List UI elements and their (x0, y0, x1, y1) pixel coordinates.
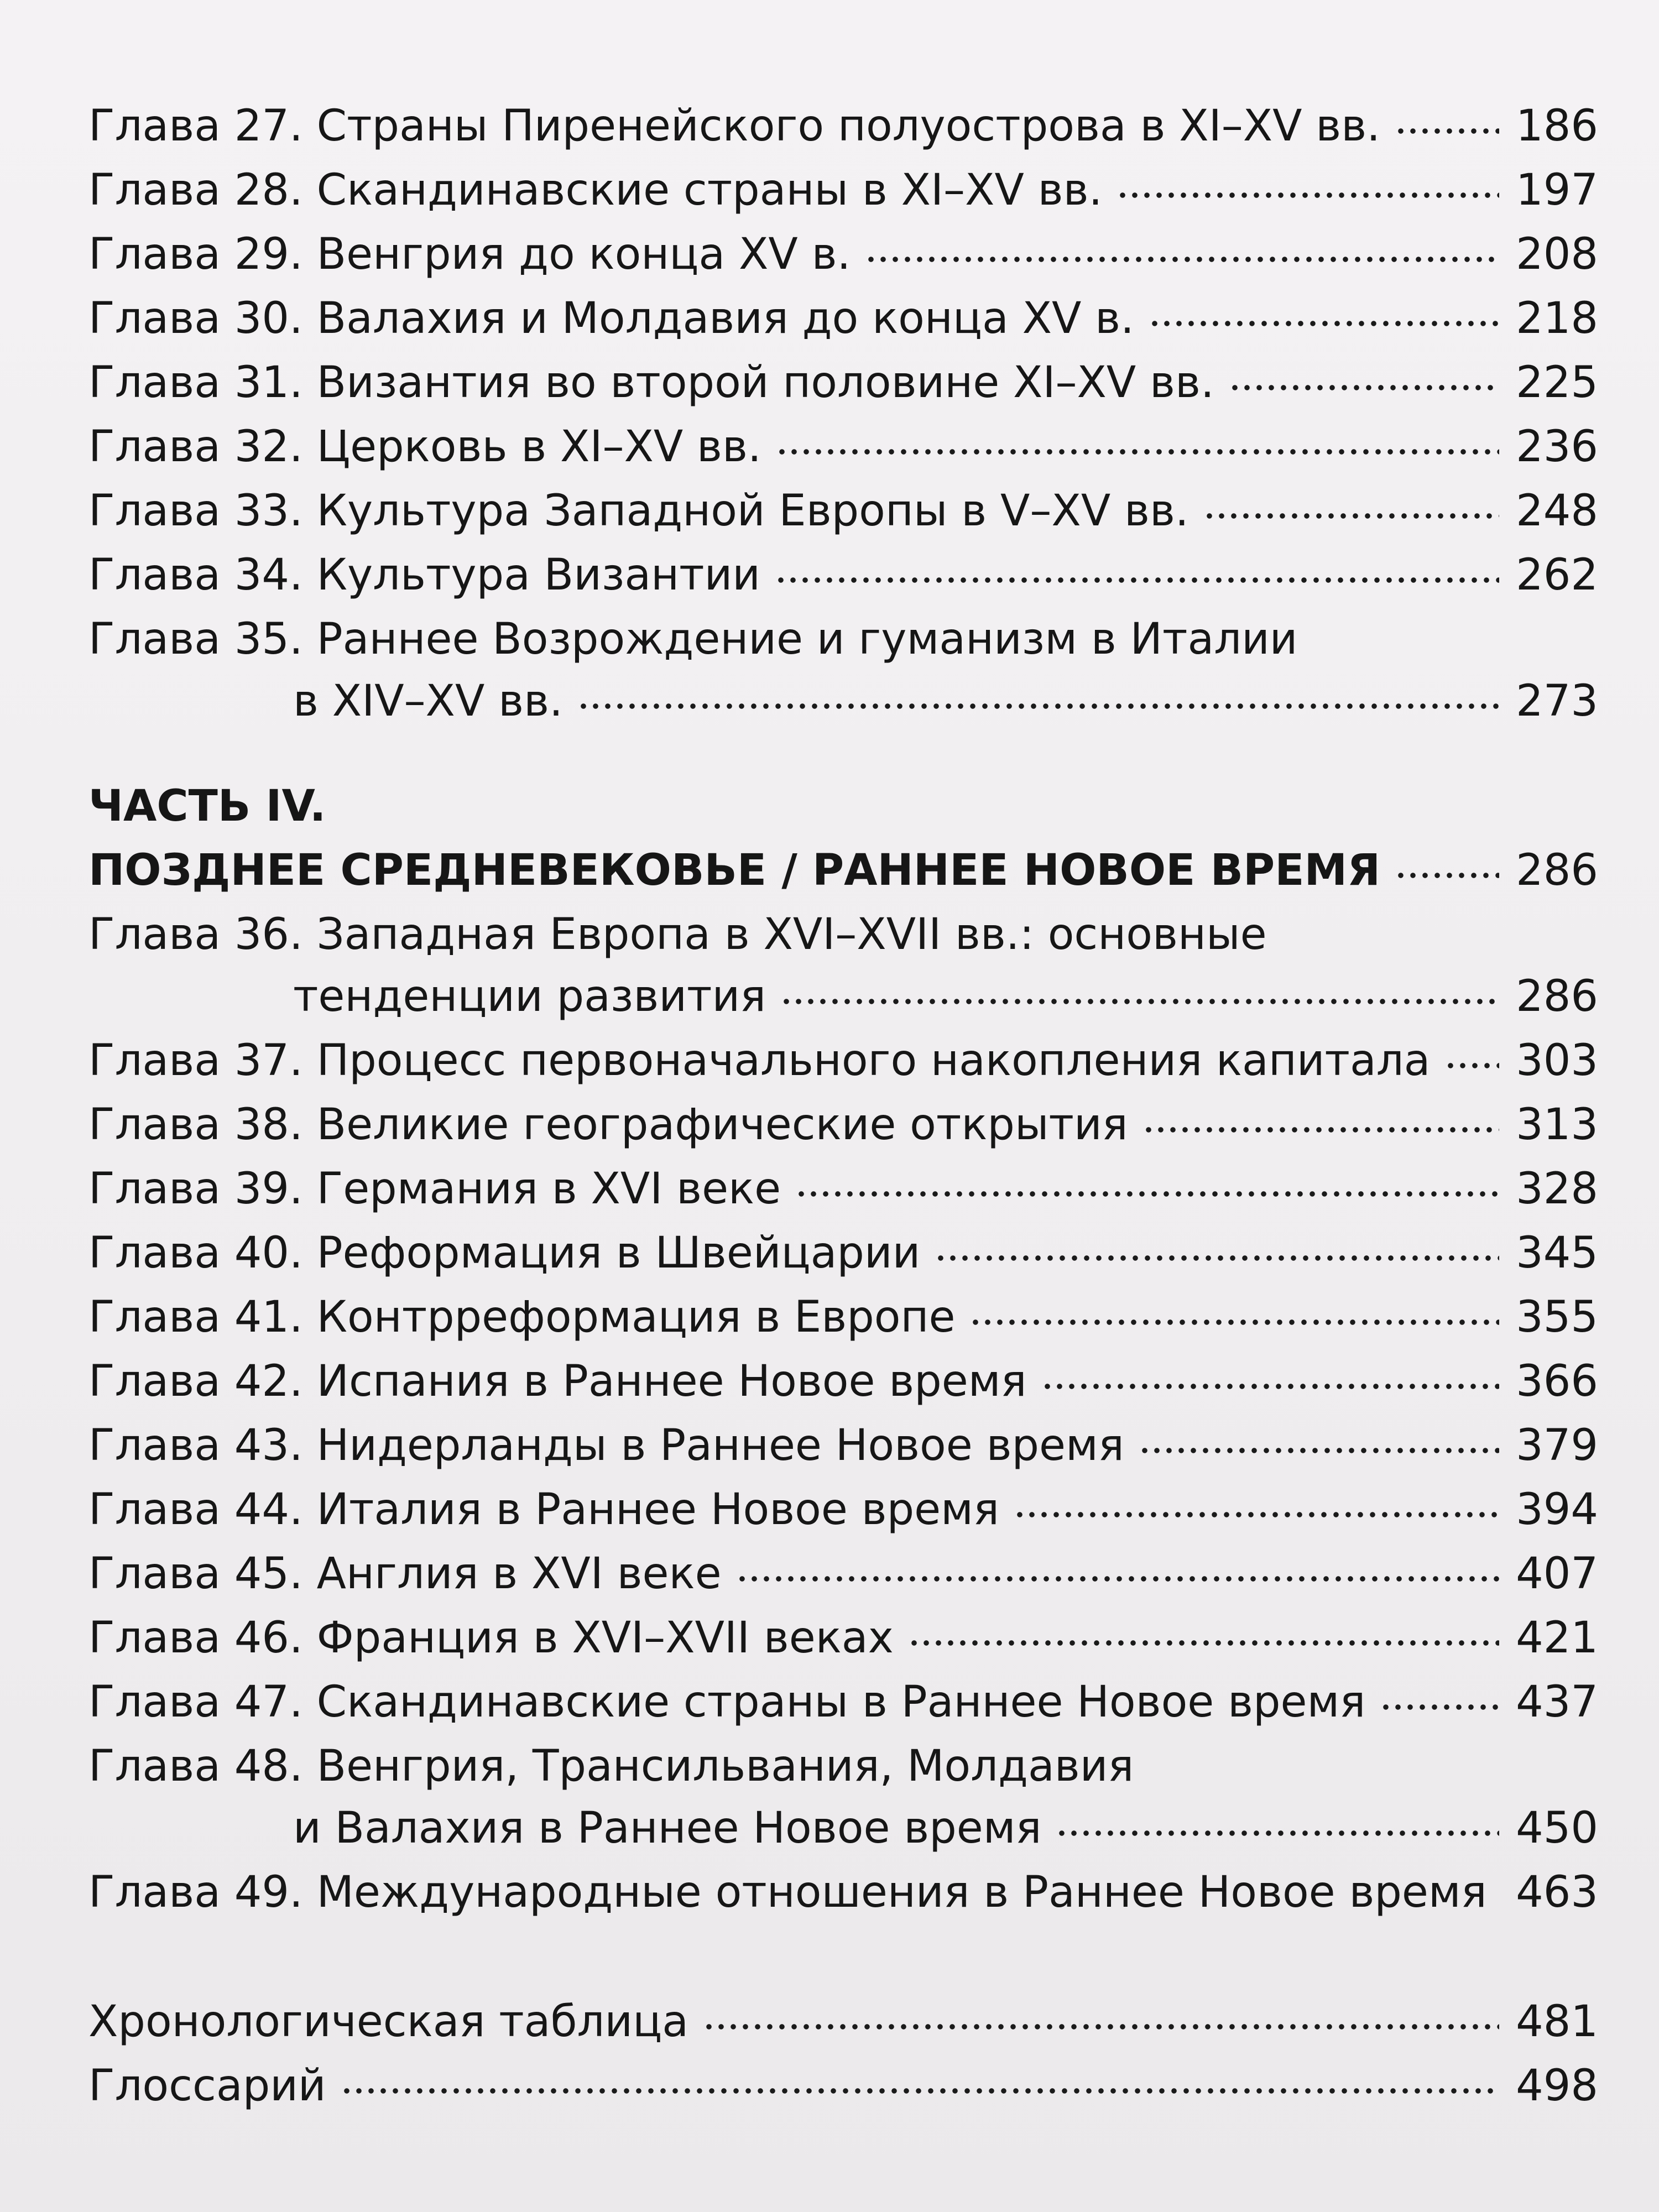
toc-entry (88, 607, 1598, 671)
part-title-entry (88, 838, 1598, 902)
toc-entry (88, 158, 1598, 222)
chapter-title: Глава 41. Контрреформация в Европе (88, 1292, 956, 1342)
chapter-title: Глава 33. Культура Западной Европы в V–XV вв. (88, 486, 1189, 536)
chapter-title: Глава 44. Италия в Раннее Новое время (88, 1485, 999, 1535)
page-number: 407 (1516, 1549, 1598, 1599)
toc-entry (88, 543, 1598, 607)
page-number: 437 (1516, 1677, 1598, 1727)
chapter-title: Хронологическая таблица (88, 1997, 688, 2047)
toc-entry (88, 1029, 1598, 1093)
toc-entry-continuation (88, 964, 1598, 1029)
dot-leader (865, 257, 1499, 262)
toc-entry (88, 1542, 1598, 1606)
chapter-title: Глава 27. Страны Пиренейского полуострова в XI–XV вв. (88, 101, 1381, 151)
toc-entry (88, 1478, 1598, 1542)
chapter-title: Глава 31. Византия во второй половине XI–XV вв. (88, 358, 1214, 408)
toc-entry (88, 222, 1598, 286)
dot-leader (1149, 321, 1499, 326)
part-title: ПОЗДНЕЕ СРЕДНЕВЕКОВЬЕ / РАННЕЕ НОВОЕ ВРЕМЯ (88, 846, 1381, 895)
chapter-title: Глава 45. Англия в XVI веке (88, 1549, 722, 1599)
toc-group-appendix (88, 1990, 1598, 2118)
chapter-title: Глава 36. Западная Европа в XVI–XVII вв.: основные (88, 910, 1267, 959)
part-label: ЧАСТЬ IV. (88, 781, 326, 831)
toc-entry (88, 94, 1598, 158)
chapter-title-continuation: в XIV–XV вв. (293, 676, 563, 726)
page-number: 273 (1516, 676, 1598, 726)
toc-entry (88, 1285, 1598, 1349)
page-number: 463 (1516, 1867, 1598, 1917)
chapter-title: Глава 37. Процесс первоначального накопления капитала (88, 1036, 1431, 1086)
page-number: 328 (1516, 1164, 1598, 1214)
page-number: 286 (1516, 846, 1598, 895)
toc-entry (88, 1670, 1598, 1734)
dot-leader (969, 1319, 1499, 1325)
chapter-title-continuation: и Валахия в Раннее Новое время (293, 1803, 1042, 1853)
chapter-title: Глава 46. Франция в XVI–XVII веках (88, 1613, 894, 1663)
toc-entry (88, 1413, 1598, 1478)
dot-leader (1014, 1512, 1499, 1517)
chapter-title: Глава 42. Испания в Раннее Новое время (88, 1357, 1027, 1406)
page-number: 286 (1516, 972, 1598, 1021)
chapter-title: Глава 47. Скандинавские страны в Раннее Новое время (88, 1677, 1366, 1727)
table-of-contents (88, 94, 1598, 2118)
page-number: 379 (1516, 1421, 1598, 1470)
dot-leader (780, 999, 1499, 1004)
page-number: 225 (1516, 358, 1598, 408)
dot-leader (1117, 192, 1499, 198)
page-number: 186 (1516, 101, 1598, 151)
page-number: 262 (1516, 550, 1598, 600)
dot-leader (1444, 1063, 1499, 1068)
toc-entry (88, 1349, 1598, 1413)
dot-leader (1041, 1384, 1499, 1389)
chapter-title: Глава 34. Культура Византии (88, 550, 760, 600)
page-number: 236 (1516, 422, 1598, 472)
page-number: 421 (1516, 1613, 1598, 1663)
toc-entry (88, 1734, 1598, 1798)
page-number: 366 (1516, 1357, 1598, 1406)
dot-leader (1395, 128, 1499, 134)
dot-leader (795, 1191, 1499, 1197)
page-number: 248 (1516, 486, 1598, 536)
dot-leader (775, 577, 1499, 583)
toc-entry (88, 1990, 1598, 2054)
dot-leader (1142, 1127, 1499, 1133)
toc-entry (88, 902, 1598, 967)
toc-entry (88, 1093, 1598, 1157)
chapter-title: Глава 28. Скандинавские страны в XI–XV вв. (88, 165, 1103, 215)
chapter-title: Глава 32. Церковь в XI–XV вв. (88, 422, 761, 472)
dot-leader (1139, 1448, 1499, 1453)
chapter-title: Глава 38. Великие географические открытия (88, 1100, 1128, 1150)
toc-entry (88, 479, 1598, 543)
page-number: 345 (1516, 1228, 1598, 1278)
chapter-title: Глава 30. Валахия и Молдавия до конца XV в. (88, 294, 1134, 343)
toc-entry (88, 286, 1598, 351)
page-number: 394 (1516, 1485, 1598, 1535)
toc-entry (88, 1221, 1598, 1285)
toc-entry (88, 351, 1598, 415)
dot-leader (341, 2088, 1499, 2094)
toc-group-part4 (88, 902, 1598, 1924)
toc-group-part3-tail (88, 94, 1598, 733)
toc-entry (88, 1606, 1598, 1670)
page-number: 355 (1516, 1292, 1598, 1342)
chapter-title-continuation: тенденции развития (293, 972, 766, 1021)
page-number: 208 (1516, 229, 1598, 279)
dot-leader (1380, 1704, 1499, 1710)
chapter-title: Глава 43. Нидерланды в Раннее Новое время (88, 1421, 1124, 1470)
chapter-title: Глоссарий (88, 2061, 326, 2111)
dot-leader (776, 449, 1499, 455)
dot-leader (577, 703, 1499, 709)
page-number: 450 (1516, 1803, 1598, 1853)
page-number: 218 (1516, 294, 1598, 343)
toc-entry (88, 1860, 1598, 1924)
chapter-title: Глава 40. Реформация в Швейцарии (88, 1228, 921, 1278)
dot-leader (1395, 873, 1499, 878)
toc-entry (88, 2054, 1598, 2118)
page-number: 303 (1516, 1036, 1598, 1086)
dot-leader (935, 1255, 1499, 1261)
toc-entry-continuation (88, 669, 1598, 733)
chapter-title: Глава 35. Раннее Возрождение и гуманизм в Италии (88, 614, 1298, 664)
dot-leader (1203, 513, 1499, 519)
toc-entry-continuation (88, 1796, 1598, 1860)
toc-entry (88, 1157, 1598, 1221)
page-number: 313 (1516, 1100, 1598, 1150)
dot-leader (703, 2024, 1499, 2030)
dot-leader (1056, 1830, 1499, 1836)
dot-leader (736, 1576, 1499, 1582)
dot-leader (908, 1640, 1499, 1646)
toc-entry (88, 415, 1598, 479)
page-number: 197 (1516, 165, 1598, 215)
dot-leader (1229, 385, 1499, 390)
chapter-title: Глава 29. Венгрия до конца XV в. (88, 229, 851, 279)
page-number: 481 (1516, 1997, 1598, 2047)
chapter-title: Глава 39. Германия в XVI веке (88, 1164, 781, 1214)
chapter-title: Глава 48. Венгрия, Трансильвания, Молдавия (88, 1741, 1134, 1791)
page-number: 498 (1516, 2061, 1598, 2111)
chapter-title: Глава 49. Международные отношения в Раннее Новое время (88, 1867, 1487, 1917)
